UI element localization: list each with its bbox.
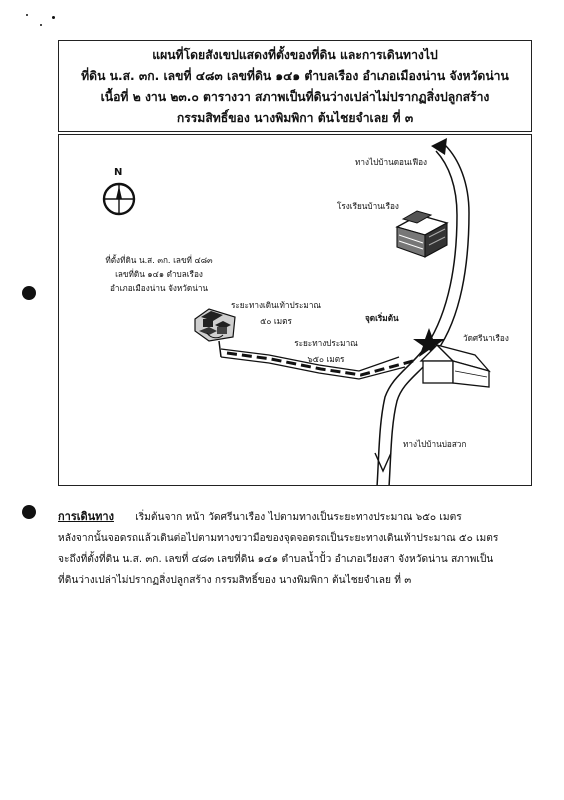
road-to-south-label: ทางไปบ้านบ่อสวก [403, 439, 467, 449]
directions-line-4: ที่ดินว่างเปล่าไม่ปรากฏสิ่งปลูกสร้าง กรรมสิทธิ์ของ นางพิมพิกา ต้นไชยจำเลย ที่ ๓ [58, 575, 412, 586]
directions-line-2: หลังจากนั้นจอดรถแล้วเดินต่อไปตามทางขวามือของจุดจอดรถเป็นระยะทางเดินเท้าประมาณ ๕๐ เมตร [58, 533, 499, 544]
punch-hole-bottom [22, 505, 36, 519]
start-point-label: จุดเริ่มต้น [365, 313, 399, 323]
scan-speck [26, 14, 28, 16]
header-land-deed: ที่ดิน น.ส. ๓ก. เลขที่ ๔๘๓ เลขที่ดิน ๑๔๑ ตำบลเรือง อำเภอเมืองน่าน จังหวัดน่าน [81, 69, 509, 83]
temple-label: วัดศรีนาเรือง [463, 333, 509, 343]
header-title: แผนที่โดยสังเขปแสดงที่ตั้งของที่ดิน และการเดินทางไป [152, 48, 438, 62]
temple-icon [421, 345, 489, 387]
directions-line-1: เริ่มต้นจาก หน้า วัดศรีนาเรือง ไปตามทางเป็นระยะทางประมาณ ๖๕๐ เมตร [135, 512, 462, 523]
walk-pointer [219, 341, 221, 357]
land-location-label: ที่ตั้งที่ดิน น.ส. ๓ก. เลขที่ ๔๘๓ เลขที่ดิน ๑๔๑ ตำบลเรือง อำเภอเมืองน่าน จังหวัดน่าน [105, 255, 213, 293]
scan-speck [40, 24, 42, 26]
school-label: โรงเรียนบ้านเรือง [337, 201, 399, 211]
main-road-edge-outer [389, 145, 469, 486]
north-compass-icon [104, 184, 134, 214]
header-area: เนื้อที่ ๒ งาน ๒๓.๐ ตารางวา สภาพเป็นที่ดินว่างเปล่าไม่ปรากฏสิ่งปลูกสร้าง [100, 90, 490, 104]
sketch-map [58, 134, 532, 486]
punch-hole-top [22, 286, 36, 300]
school-icon [397, 211, 447, 257]
directions-line-3: จะถึงที่ตั้งที่ดิน น.ส. ๓ก. เลขที่ ๔๘๓ เลขที่ดิน ๑๔๑ ตำบลน้ำปั้ว อำเภอเวียงสา จังหวัดน่าน สภาพเป็น [58, 554, 494, 565]
drive-distance-label: ระยะทางประมาณ ๖๕๐ เมตร [294, 338, 358, 364]
walk-distance-label: ระยะทางเดินเท้าประมาณ ๕๐ เมตร [230, 300, 322, 326]
scan-speck [52, 16, 55, 19]
road-north-arrow [431, 138, 447, 155]
road-to-north-label: ทางไปบ้านดอนเฟือง [355, 157, 428, 167]
directions-paragraph [58, 506, 532, 591]
directions-title: การเดินทาง [58, 510, 114, 523]
header-owner: กรรมสิทธิ์ของ นางพิมพิกา ต้นไชยจำเลย ที่ ๓ [176, 111, 414, 125]
compass-letter: N [114, 167, 123, 178]
document-header [58, 40, 532, 132]
